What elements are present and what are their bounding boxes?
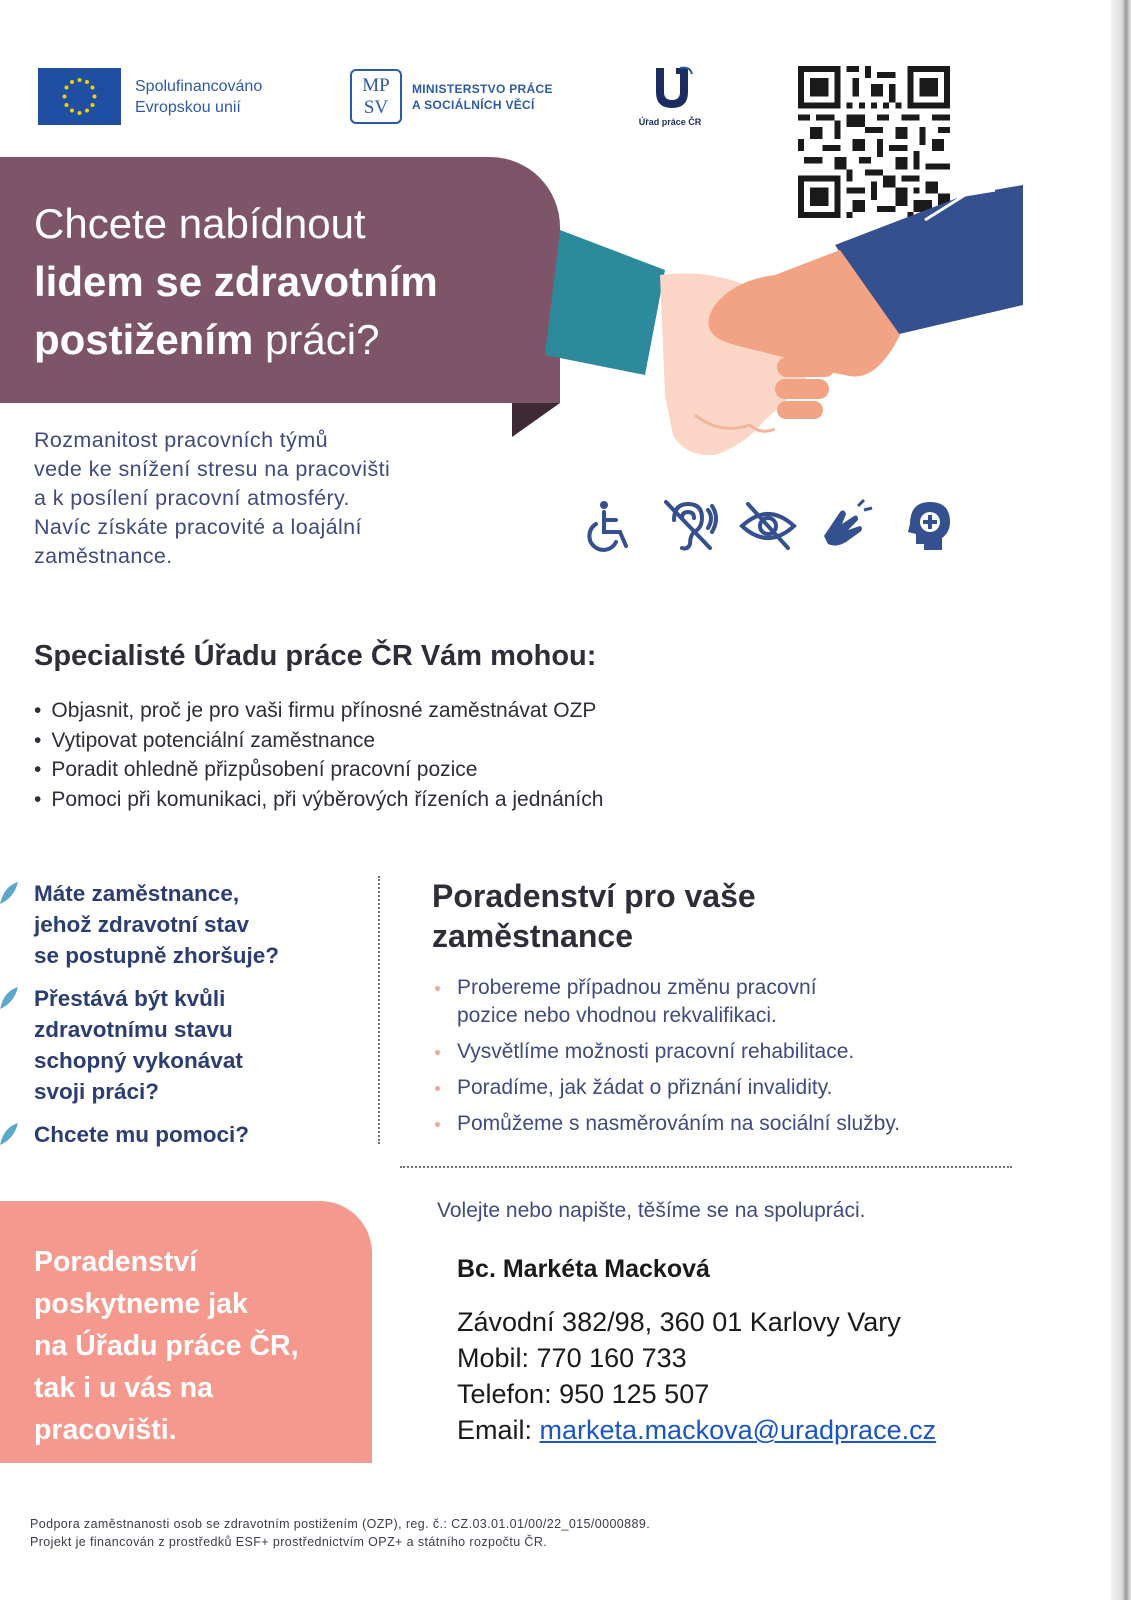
list-item: [432, 1110, 1022, 1138]
headline-line: [34, 311, 560, 369]
scan-edge: [1111, 0, 1131, 1600]
mpsv-logo: [350, 69, 553, 124]
question-line: jehož zdravotní stav: [34, 912, 250, 937]
phone-number: 950 125 507: [559, 1379, 710, 1409]
question-line: svoji práci?: [34, 1079, 160, 1104]
advice-line: Poradíme, jak žádat o přiznání invalidity.: [457, 1076, 833, 1099]
leaf-bullet-icon: [0, 987, 18, 1009]
question-item: [0, 1119, 360, 1150]
visually-impaired-icon: [738, 496, 798, 556]
footer-line: Podpora zaměstnanosti osob se zdravotním postižením (OZP), reg. č.: CZ.03.01.01/00/22_015/0000889.: [30, 1517, 651, 1531]
consulting-text: [34, 1241, 372, 1451]
question-line: Máte zaměstnance,: [34, 881, 240, 906]
call-to-action: Volejte nebo napište, těšíme se na spolupráci.: [437, 1199, 866, 1222]
advice-heading-line: zaměstnance: [432, 918, 633, 954]
advice-line: Vysvětlíme možnosti pracovní rehabilitace.: [457, 1040, 855, 1063]
disability-icons: [578, 496, 958, 556]
intro-line: a k posílení pracovní atmosféry.: [34, 486, 350, 510]
wheelchair-icon: [578, 496, 638, 556]
footer: [30, 1515, 650, 1551]
question-line: zdravotnímu stavu: [34, 1017, 233, 1042]
urad-prace-logo: [620, 66, 720, 127]
question-line: Chcete mu pomoci?: [34, 1122, 250, 1147]
advice-list: [432, 974, 1022, 1146]
mpsv-mark-line: MP: [362, 75, 390, 96]
consulting-line: poskytneme jak: [34, 1288, 248, 1320]
eu-logo: [38, 68, 262, 125]
intro-text: [34, 426, 504, 571]
consulting-line: na Úřadu práce ČR,: [34, 1330, 299, 1362]
consulting-box: [0, 1201, 372, 1463]
eu-text-line: Evropskou unií: [135, 98, 241, 116]
list-item: [432, 1038, 1022, 1066]
email-label: Email:: [457, 1415, 540, 1445]
phone-label: Telefon:: [457, 1379, 560, 1409]
question-line: se postupně zhoršuje?: [34, 943, 280, 968]
eu-flag-icon: [38, 68, 121, 125]
consulting-line: tak i u vás na: [34, 1372, 214, 1404]
contact-address: Závodní 382/98, 360 01 Karlovy Vary: [457, 1307, 901, 1337]
list-item: [432, 1074, 1022, 1102]
question-item: [0, 878, 360, 971]
mpsv-mark-line: SV: [363, 97, 389, 118]
hearing-impaired-icon: [658, 496, 718, 556]
list-item: • Vytipovat potenciální zaměstnance: [34, 726, 603, 756]
advice-line: Pomůžeme s nasměrováním na sociální služby.: [457, 1112, 901, 1135]
specialists-list: [34, 696, 603, 814]
urad-prace-text: Úřad práce ČR: [638, 117, 702, 127]
question-line: Přestává být kvůli: [34, 986, 226, 1011]
headline-bold-text: postižením: [34, 316, 254, 363]
advice-heading-line: Poradenství pro vaše: [432, 878, 756, 914]
mpsv-logo-text: [412, 81, 553, 113]
contact-name: Bc. Markéta Macková: [457, 1255, 710, 1283]
headline-text: práci?: [253, 316, 380, 363]
email-link[interactable]: marketa.mackova@uradprace.cz: [539, 1415, 937, 1445]
intro-line: Navíc získáte pracovité a loajální: [34, 515, 362, 539]
contact-email: [457, 1412, 936, 1448]
headline-text: Chcete nabídnout: [34, 200, 366, 247]
leaf-bullet-icon: [0, 882, 18, 904]
vertical-divider: [378, 876, 380, 1144]
horizontal-divider: [400, 1166, 1012, 1168]
mental-health-icon: [898, 496, 958, 556]
advice-heading: [432, 876, 756, 956]
advice-line: Probereme případnou změnu pracovní: [457, 976, 817, 999]
contact-phone: [457, 1376, 936, 1412]
list-item: • Poradit ohledně přizpůsobení pracovní pozice: [34, 755, 603, 785]
intro-line: zaměstnance.: [34, 544, 173, 568]
mobile-number: 770 160 733: [536, 1343, 687, 1373]
consulting-line: Poradenství: [34, 1246, 198, 1278]
headline-bold-text: lidem se zdravotním: [34, 258, 438, 305]
mpsv-mark: [350, 69, 402, 124]
intro-line: Rozmanitost pracovních týmů: [34, 428, 328, 452]
question-line: schopný vykonávat: [34, 1048, 243, 1073]
mobile-label: Mobil:: [457, 1343, 537, 1373]
consulting-line: pracovišti.: [34, 1414, 177, 1446]
headline-line: [34, 195, 560, 253]
contact-mobile: [457, 1340, 936, 1376]
list-item: [432, 974, 1022, 1030]
list-item: • Pomoci při komunikaci, při výběrových řízeních a jednáních: [34, 785, 603, 815]
handshake-illustration: [545, 185, 1025, 475]
eu-logo-text: [135, 76, 262, 118]
headline-line: [34, 253, 560, 311]
footer-line: Projekt je financován z prostředků ESF+ prostřednictvím OPZ+ a státního rozpočtu ČR.: [30, 1535, 548, 1549]
advice-line: pozice nebo vhodnou rekvalifikaci.: [457, 1004, 777, 1027]
headline-banner: [0, 157, 560, 403]
questions-column: [0, 878, 360, 1162]
contact-details: [457, 1304, 936, 1448]
specialists-heading: Specialisté Úřadu práce ČR Vám mohou:: [34, 640, 597, 672]
urad-prace-icon: [646, 66, 694, 110]
question-item: [0, 983, 360, 1107]
intro-line: vede ke snížení stresu na pracovišti: [34, 457, 391, 481]
sign-language-icon: [818, 496, 878, 556]
leaf-bullet-icon: [0, 1123, 18, 1145]
eu-text-line: Spolufinancováno: [135, 77, 263, 95]
list-item: • Objasnit, proč je pro vaši firmu přínosné zaměstnávat OZP: [34, 696, 603, 726]
mpsv-text-line: MINISTERSTVO PRÁCE: [412, 81, 553, 96]
mpsv-text-line: A SOCIÁLNÍCH VĚCÍ: [412, 97, 535, 112]
